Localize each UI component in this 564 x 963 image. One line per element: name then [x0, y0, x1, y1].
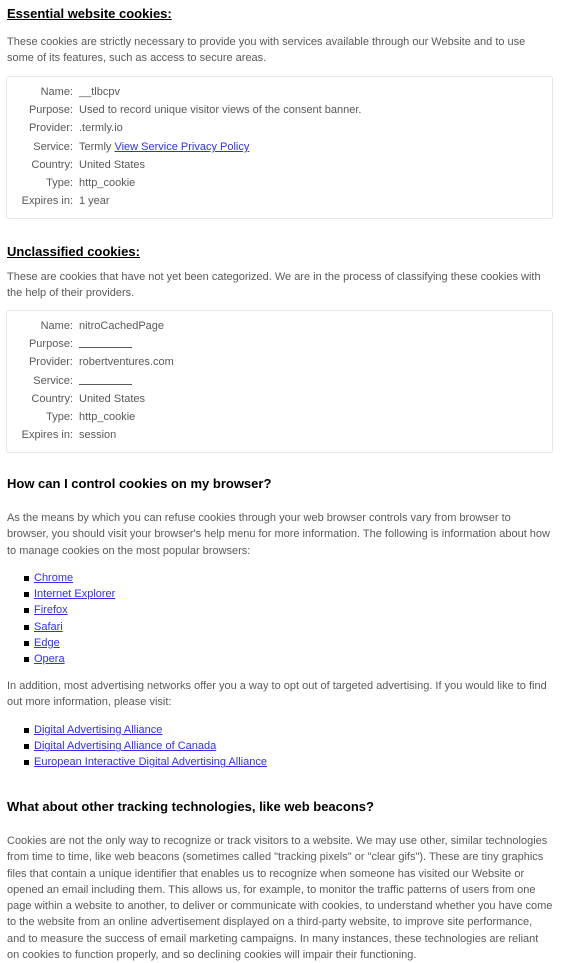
cookie-provider-label: Provider: [28, 122, 73, 134]
cookie-purpose-label: Purpose: [28, 104, 73, 116]
cookie-service-row [7, 373, 552, 389]
cookie-purpose-row [7, 102, 552, 118]
browser-control-description: As the means by which you can refuse cookies through your web browser controls vary from browser to browser, you should visit your browser's help menu for more information. The following is information about how to manage cookies on the most popular browsers: [7, 512, 550, 557]
list-item [22, 570, 115, 586]
bullet-square-icon [24, 744, 29, 749]
cookie-provider-value: .termly.io [79, 122, 123, 134]
cookie-name-value: __tlbcpv [79, 86, 120, 98]
tracking-technologies-heading: What about other tracking technologies, like web beacons? [7, 799, 374, 814]
bullet-square-icon [24, 592, 29, 597]
essential-cookie-card [6, 76, 553, 219]
cookie-type-row [7, 409, 552, 425]
cookie-purpose-row [7, 336, 552, 352]
cookie-country-label: Country: [31, 393, 73, 405]
safari-link[interactable]: Safari [34, 620, 63, 633]
bullet-square-icon [24, 760, 29, 765]
blank-underline [79, 373, 132, 385]
cookie-type-label: Type: [46, 177, 73, 189]
cookie-name-label: Name: [40, 86, 73, 98]
cookie-provider-value: robertventures.com [79, 356, 174, 368]
cookie-service-label: Service: [33, 141, 73, 153]
cookie-service-value [79, 139, 249, 155]
cookie-name-label: Name: [40, 320, 73, 332]
tracking-technologies-description: Cookies are not the only way to recognize or track visitors to a website. We may use other, similar technologies from time to time, like web beacons (sometimes called "tracking pixels" or "clear gifs"). These are tiny graphics files that contain a unique identifier that enables us to recognize when someone has visited our Website or opened an email including them. This allows us, for example, to monitor the traffic patterns of users from one page within a website to another, to deliver or communicate with cookies, to understand whether you have come to the website from an online advertisement displayed on a third-party website, to improve site performance, and to measure the success of email marketing campaigns. In many instances, these technologies are reliant on cookies to function properly, and so declining cookies will impair their functioning. [7, 835, 553, 962]
cookie-type-value: http_cookie [79, 411, 136, 423]
cookie-country-value: United States [79, 159, 146, 171]
cookie-expires-value: 1 year [79, 195, 110, 207]
blank-underline [79, 336, 132, 348]
unclassified-cookies-description: These are cookies that have not yet been categorized. We are in the process of classifying these cookies with the help of their providers. [7, 271, 541, 300]
essential-cookies-description: These cookies are strictly necessary to provide you with services available through our Website and to use some of its features, such as access to secure areas. [7, 36, 526, 65]
bullet-square-icon [24, 608, 29, 613]
list-item [22, 754, 267, 770]
cookie-name-value: nitroCachedPage [79, 320, 165, 332]
internet-explorer-link[interactable]: Internet Explorer [34, 588, 116, 601]
cookie-purpose-value: Used to record unique visitor views of the consent banner. [79, 104, 362, 116]
cookie-purpose-blank [79, 336, 132, 353]
cookie-type-row [7, 175, 552, 191]
view-service-privacy-policy-link[interactable]: View Service Privacy Policy [114, 141, 250, 153]
advertising-optout-text: In addition, most advertising networks offer you a way to opt out of targeted advertising. If you would like to find out more information, please visit: [7, 680, 547, 709]
cookie-expires-value: session [79, 429, 117, 441]
digital-advertising-alliance-link[interactable]: Digital Advertising Alliance [34, 724, 163, 736]
list-item [22, 586, 115, 602]
unclassified-cookie-card [6, 310, 553, 453]
cookie-service-blank [79, 373, 132, 390]
cookie-expires-row [7, 193, 552, 209]
cookie-country-value: United States [79, 393, 146, 405]
cookie-name-row [7, 84, 552, 100]
cookie-expires-label: Expires in: [21, 429, 73, 441]
cookie-name-row [7, 318, 552, 334]
cookie-purpose-label: Purpose: [28, 338, 73, 350]
edge-link[interactable]: Edge [34, 636, 60, 649]
unclassified-cookies-heading: Unclassified cookies: [7, 244, 140, 259]
cookie-type-label: Type: [46, 411, 73, 423]
firefox-link[interactable]: Firefox [34, 604, 68, 617]
cookie-service-row [7, 139, 552, 155]
european-interactive-digital-advertising-alliance-link[interactable]: European Interactive Digital Advertising Alliance [34, 756, 267, 769]
digital-advertising-alliance-canada-link[interactable]: Digital Advertising Alliance of Canada [34, 740, 217, 753]
chrome-link[interactable]: Chrome [34, 572, 74, 584]
cookie-provider-row [7, 120, 552, 136]
list-item [22, 738, 267, 754]
cookie-type-value: http_cookie [79, 177, 136, 189]
browser-control-heading: How can I control cookies on my browser? [7, 476, 272, 491]
bullet-square-icon [24, 728, 29, 733]
opera-link[interactable]: Opera [34, 652, 65, 665]
advertising-links-list [22, 722, 267, 771]
cookie-expires-label: Expires in: [21, 195, 73, 207]
list-item [22, 619, 115, 635]
cookie-expires-row [7, 427, 552, 443]
cookie-service-label: Service: [33, 375, 73, 387]
cookie-country-label: Country: [31, 159, 73, 171]
cookie-provider-label: Provider: [28, 356, 73, 368]
bullet-square-icon [24, 641, 29, 646]
essential-cookies-heading: Essential website cookies: [7, 6, 172, 21]
list-item [22, 722, 267, 738]
bullet-square-icon [24, 657, 29, 662]
list-item [22, 635, 115, 651]
list-item [22, 602, 115, 618]
bullet-square-icon [24, 576, 29, 581]
cookie-service-name: Termly [79, 141, 112, 153]
cookie-provider-row [7, 354, 552, 370]
cookie-country-row [7, 157, 552, 173]
bullet-square-icon [24, 625, 29, 630]
list-item [22, 651, 115, 667]
cookie-country-row [7, 391, 552, 407]
browser-list [22, 570, 115, 667]
